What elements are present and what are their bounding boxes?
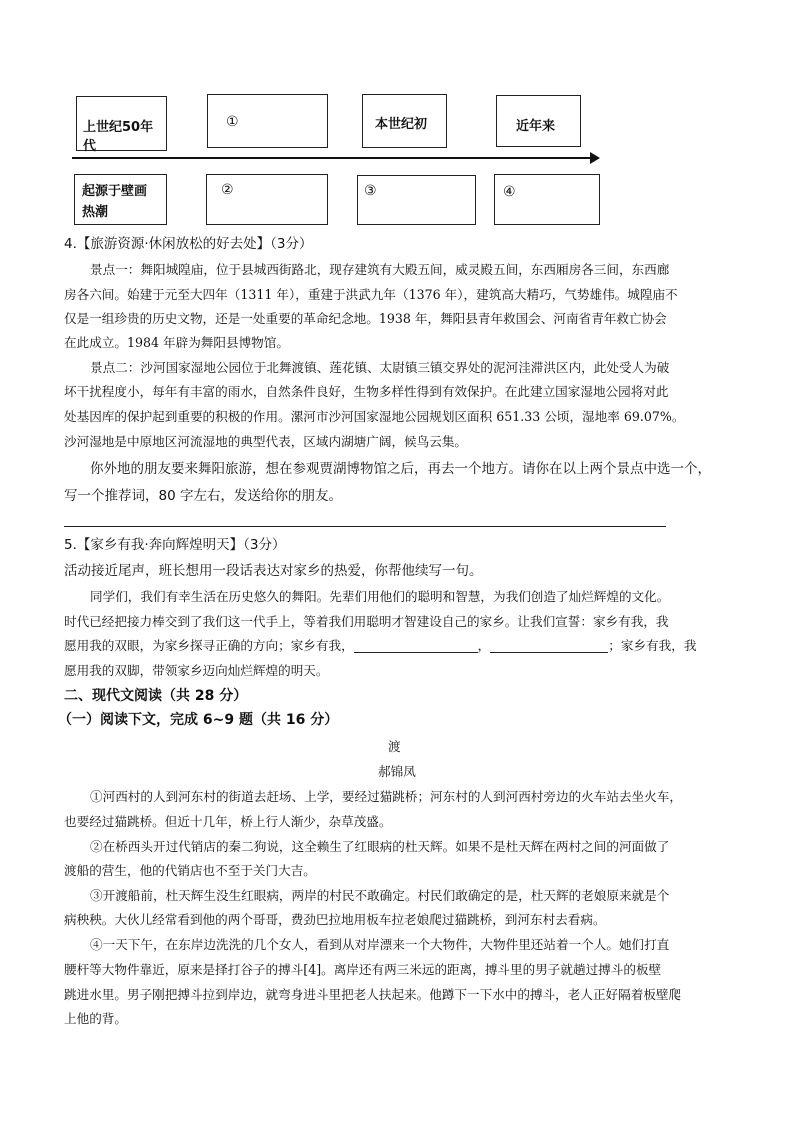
- timeline-box-1: [76, 96, 167, 154]
- timeline-answer-1: 起源于壁画 热潮: [82, 184, 148, 220]
- timeline-box-3: [362, 94, 447, 148]
- section2-heading: 二、现代文阅读（共 28 分）: [64, 688, 248, 704]
- article-paragraph-line: 跳进水里。男子刚把搏斗拉到岸边，就弯身进斗里把老人扶起来。他蹲下一下水中的搏斗，老人正好隔着板壁爬: [64, 987, 682, 1002]
- timeline-box-2: [207, 94, 328, 148]
- q5-passage-line: 愿用我的双脚，带领家乡迈向灿烂辉煌的明天。: [64, 663, 329, 678]
- article-paragraph-line: 腰杆等大物件靠近，原来是择打谷子的搏斗[4]。离岸还有两三米远的距离，搏斗里的男子就趟过搏斗的板壁: [64, 962, 662, 977]
- article-paragraph-line: 上他的背。: [64, 1011, 127, 1026]
- q4-spot2-line: 景点二：沙河国家湿地公园位于北舞渡镇、莲花镇、太尉镇三镇交界处的泥河洼滞洪区内，此处受人为破: [90, 360, 670, 375]
- article-paragraph-line: 渡船的营生，他的代销店也不至于关门大吉。: [64, 863, 316, 878]
- q4-heading: 4.【旅游资源·休闲放松的好去处】（3分）: [64, 236, 313, 252]
- timeline-box-4: [496, 95, 581, 147]
- timeline-axis: [72, 157, 594, 159]
- timeline-label-1: 上世纪50年代: [83, 120, 154, 154]
- q5-heading: 5.【家乡有我·奔向辉煌明天】（3分）: [64, 537, 286, 553]
- q4-spot1-line: 景点一：舞阳城隍庙，位于县城西街路北，现存建筑有大殿五间，威灵殿五间，东西厢房各三间，东西廊: [90, 262, 670, 277]
- article-paragraph-line: 也要经过猫跳桥。但近十几年，桥上行人渐少，杂草茂盛。: [64, 814, 392, 829]
- q5-passage-line-with-blanks: [64, 636, 696, 656]
- article-paragraph-line: ②在桥西头开过代销店的秦二狗说，这全赖生了红眼病的杜天辉。如果不是杜天辉在两村之间的河面做了: [90, 839, 670, 854]
- article-paragraph-line: 病秧秧。大伙儿经常看到他的两个哥哥，费劲巴拉地用板车拉老娘爬过猫跳桥，到河东村去看病。: [64, 912, 606, 927]
- timeline-answer-3: ③: [364, 183, 377, 199]
- q5-prompt: 活动接近尾声，班长想用一段话表达对家乡的热爱，你帮他续写一句。: [64, 563, 483, 579]
- q5-passage-text: 愿用我的双眼，为家乡探寻正确的方向；家乡有我，: [64, 638, 354, 653]
- q4-prompt-line: 你外地的朋友要来舞阳旅游，想在参观贾湖博物馆之后，再去一个地方。请你在以上两个景点中选一个，: [90, 461, 711, 477]
- section2-subheading: （一）阅读下文，完成 6~9 题（共 16 分）: [58, 712, 339, 728]
- q5-blank-2[interactable]: [490, 638, 608, 653]
- timeline-answer-box-2: [206, 174, 328, 225]
- timeline-label-4: 近年来: [516, 119, 556, 134]
- article-paragraph-line: ④一天下午，在东岸边洗洗的几个女人，看到从对岸漂来一个大物件，大物件里还站着一个人。她们打直: [90, 937, 670, 952]
- q4-spot1-line: 仅是一组珍贵的历史文物，还是一处重要的革命纪念地。1938 年，舞阳县青年救国会、河南省青年救亡协会: [64, 311, 667, 326]
- article-paragraph-line: ③开渡船前，杜天辉生没生红眼病，两岸的村民不敢确定。村民们敢确定的是，杜天辉的老娘原来就是个: [90, 888, 670, 903]
- q4-spot2-line: 处基因库的保护起到重要的积极的作用。漯河市沙河国家湿地公园规划区面积 651.33 公顷，湿地率 69.07%。: [64, 409, 685, 424]
- article-author: 郝锦凤: [378, 764, 416, 779]
- q5-separator: ，: [477, 638, 491, 653]
- timeline-answer-2: ②: [221, 182, 234, 198]
- article-title: 渡: [388, 739, 401, 754]
- timeline-answer-box-3: [357, 175, 476, 225]
- q4-answer-line[interactable]: [64, 526, 666, 527]
- q5-passage-text: ；家乡有我，我: [608, 638, 697, 653]
- q4-spot1-line: 房各六间。始建于元至大四年（1311 年），重建于洪武九年（1376 年），建筑高大精巧，气势雄伟。城隍庙不: [64, 287, 678, 302]
- timeline-answer-4: ④: [503, 184, 516, 200]
- q5-passage-line: 时代已经把接力棒交到了我们这一代手上，等着我们用聪明才智建设自己的家乡。让我们宣誓：家乡有我，我: [64, 614, 669, 629]
- q5-blank-1[interactable]: [354, 638, 478, 653]
- timeline-arrow-icon: [590, 152, 600, 164]
- q4-spot2-line: 坏干扰程度小，每年有丰富的雨水，自然条件良好，生物多样性得到有效保护。在此建立国家湿地公园将对此: [64, 384, 669, 399]
- q4-spot1-line: 在此成立。1984 年辟为舞阳县博物馆。: [64, 335, 289, 350]
- q4-prompt-line: 写一个推荐词，80 字左右，发送给你的朋友。: [64, 488, 342, 504]
- q5-passage-line: 同学们，我们有幸生活在历史悠久的舞阳。先辈们用他们的聪明和智慧，为我们创造了灿烂辉煌的文化。: [90, 589, 670, 604]
- article-paragraph-line: ①河西村的人到河东村的街道去赶场、上学，要经过猫跳桥；河东村的人到河西村旁边的火车站去坐火车，: [90, 789, 682, 804]
- timeline-label-3: 本世纪初: [375, 117, 428, 132]
- timeline-answer-box-1: [74, 174, 167, 225]
- timeline-label-2: ①: [226, 114, 239, 130]
- q4-spot2-line: 沙河湿地是中原地区河流湿地的典型代表，区域内湖塘广阔，候鸟云集。: [64, 434, 467, 449]
- timeline-answer-box-4: [494, 174, 600, 225]
